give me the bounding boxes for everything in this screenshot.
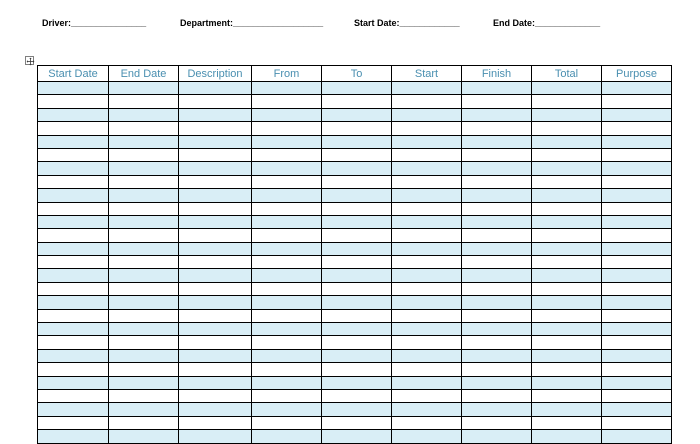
table-row <box>38 95 672 108</box>
table-row <box>38 175 672 188</box>
table-cell[interactable] <box>38 148 109 161</box>
table-cell[interactable] <box>392 363 462 376</box>
table-cell[interactable] <box>179 122 252 135</box>
table-row <box>38 296 672 309</box>
table-cell[interactable] <box>462 296 532 309</box>
table-cell[interactable] <box>109 336 179 349</box>
table-cell[interactable] <box>462 148 532 161</box>
table-cell[interactable] <box>392 389 462 402</box>
table-cell[interactable] <box>109 95 179 108</box>
table-cell[interactable] <box>462 323 532 336</box>
department-field[interactable]: Department:__________________ <box>180 18 324 28</box>
table-cell[interactable] <box>179 363 252 376</box>
column-header-purpose: Purpose <box>602 66 672 82</box>
table-cell[interactable] <box>109 389 179 402</box>
column-header-from: From <box>252 66 322 82</box>
table-cell[interactable] <box>179 296 252 309</box>
table-cell[interactable] <box>602 389 672 402</box>
table-cell[interactable] <box>532 403 602 416</box>
table-cell[interactable] <box>38 323 109 336</box>
table-cell[interactable] <box>322 215 392 228</box>
table-cell[interactable] <box>38 82 109 95</box>
table-cell[interactable] <box>322 376 392 389</box>
table-cell[interactable] <box>179 215 252 228</box>
table-cell[interactable] <box>392 376 462 389</box>
table-cell[interactable] <box>252 162 322 175</box>
table-cell[interactable] <box>322 269 392 282</box>
table-row <box>38 349 672 362</box>
table-cell[interactable] <box>392 336 462 349</box>
table-cell[interactable] <box>602 122 672 135</box>
table-cell[interactable] <box>322 349 392 362</box>
table-cell[interactable] <box>392 242 462 255</box>
table-cell[interactable] <box>392 416 462 429</box>
table-cell[interactable] <box>252 309 322 322</box>
table-row <box>38 82 672 95</box>
table-cell[interactable] <box>322 148 392 161</box>
table-cell[interactable] <box>109 122 179 135</box>
table-row <box>38 403 672 416</box>
column-header-start: Start <box>392 66 462 82</box>
table-cell[interactable] <box>532 296 602 309</box>
table-cell[interactable] <box>392 403 462 416</box>
table-cell[interactable] <box>252 282 322 295</box>
table-row <box>38 363 672 376</box>
table-row <box>38 282 672 295</box>
table-cell[interactable] <box>179 256 252 269</box>
table-row <box>38 148 672 161</box>
table-cell[interactable] <box>179 108 252 121</box>
table-cell[interactable] <box>462 135 532 148</box>
table-cell[interactable] <box>532 323 602 336</box>
table-cell[interactable] <box>602 269 672 282</box>
table-move-handle-icon[interactable] <box>25 56 34 65</box>
table-cell[interactable] <box>252 349 322 362</box>
table-row <box>38 202 672 215</box>
table-cell[interactable] <box>38 215 109 228</box>
table-cell[interactable] <box>109 148 179 161</box>
table-cell[interactable] <box>532 336 602 349</box>
table-cell[interactable] <box>179 135 252 148</box>
table-cell[interactable] <box>602 309 672 322</box>
table-row <box>38 162 672 175</box>
column-header-total: Total <box>532 66 602 82</box>
table-cell[interactable] <box>252 202 322 215</box>
table-cell[interactable] <box>252 175 322 188</box>
table-cell[interactable] <box>532 108 602 121</box>
table-cell[interactable] <box>38 122 109 135</box>
table-cell[interactable] <box>532 82 602 95</box>
table-cell[interactable] <box>532 202 602 215</box>
table-cell[interactable] <box>109 108 179 121</box>
table-cell[interactable] <box>462 336 532 349</box>
table-cell[interactable] <box>252 296 322 309</box>
table-cell[interactable] <box>252 82 322 95</box>
table-cell[interactable] <box>462 256 532 269</box>
table-cell[interactable] <box>602 229 672 242</box>
table-cell[interactable] <box>38 95 109 108</box>
table-cell[interactable] <box>109 202 179 215</box>
table-cell[interactable] <box>322 135 392 148</box>
column-header-finish: Finish <box>462 66 532 82</box>
table-cell[interactable] <box>252 416 322 429</box>
table-cell[interactable] <box>109 189 179 202</box>
table-cell[interactable] <box>532 309 602 322</box>
table-cell[interactable] <box>179 309 252 322</box>
table-cell[interactable] <box>179 323 252 336</box>
table-cell[interactable] <box>322 162 392 175</box>
table-cell[interactable] <box>532 282 602 295</box>
table-cell[interactable] <box>252 269 322 282</box>
table-cell[interactable] <box>532 229 602 242</box>
column-header-start-date: Start Date <box>38 66 109 82</box>
table-cell[interactable] <box>179 229 252 242</box>
table-cell[interactable] <box>109 229 179 242</box>
table-cell[interactable] <box>38 336 109 349</box>
table-cell[interactable] <box>602 135 672 148</box>
table-cell[interactable] <box>252 376 322 389</box>
table-cell[interactable] <box>38 242 109 255</box>
start-date-field[interactable]: Start Date:____________ <box>354 18 460 28</box>
table-cell[interactable] <box>532 389 602 402</box>
table-cell[interactable] <box>532 376 602 389</box>
table-cell[interactable] <box>252 189 322 202</box>
table-cell[interactable] <box>252 122 322 135</box>
table-cell[interactable] <box>38 162 109 175</box>
table-cell[interactable] <box>462 269 532 282</box>
table-cell[interactable] <box>532 416 602 429</box>
mileage-log-table <box>37 65 672 444</box>
table-row <box>38 336 672 349</box>
table-row <box>38 135 672 148</box>
table-cell[interactable] <box>532 349 602 362</box>
table-row <box>38 309 672 322</box>
table-cell[interactable] <box>252 242 322 255</box>
table-cell[interactable] <box>252 229 322 242</box>
table-cell[interactable] <box>602 175 672 188</box>
table-cell[interactable] <box>322 323 392 336</box>
table-cell[interactable] <box>532 135 602 148</box>
table-cell[interactable] <box>532 363 602 376</box>
table-cell[interactable] <box>602 416 672 429</box>
table-row <box>38 416 672 429</box>
table-cell[interactable] <box>322 256 392 269</box>
table-cell[interactable] <box>602 242 672 255</box>
table-cell[interactable] <box>602 215 672 228</box>
table-cell[interactable] <box>462 242 532 255</box>
table-cell[interactable] <box>462 175 532 188</box>
table-cell[interactable] <box>462 108 532 121</box>
table-cell[interactable] <box>322 175 392 188</box>
table-cell[interactable] <box>532 242 602 255</box>
table-cell[interactable] <box>38 256 109 269</box>
table-cell[interactable] <box>392 269 462 282</box>
table-cell[interactable] <box>38 108 109 121</box>
table-cell[interactable] <box>179 175 252 188</box>
table-cell[interactable] <box>109 82 179 95</box>
table-cell[interactable] <box>322 229 392 242</box>
table-cell[interactable] <box>38 389 109 402</box>
table-cell[interactable] <box>392 108 462 121</box>
table-cell[interactable] <box>602 376 672 389</box>
table-cell[interactable] <box>179 376 252 389</box>
table-cell[interactable] <box>392 95 462 108</box>
table-cell[interactable] <box>602 323 672 336</box>
table-cell[interactable] <box>109 309 179 322</box>
end-date-field[interactable]: End Date:_____________ <box>493 18 601 28</box>
table-cell[interactable] <box>462 162 532 175</box>
table-cell[interactable] <box>602 108 672 121</box>
table-cell[interactable] <box>392 135 462 148</box>
driver-field[interactable]: Driver:_______________ <box>42 18 147 28</box>
table-cell[interactable] <box>252 403 322 416</box>
table-cell[interactable] <box>109 242 179 255</box>
table-cell[interactable] <box>392 229 462 242</box>
table-cell[interactable] <box>532 148 602 161</box>
table-header-row <box>38 66 672 82</box>
table-cell[interactable] <box>38 416 109 429</box>
table-cell[interactable] <box>38 202 109 215</box>
table-cell[interactable] <box>322 189 392 202</box>
table-cell[interactable] <box>392 202 462 215</box>
table-cell[interactable] <box>109 269 179 282</box>
table-cell[interactable] <box>462 376 532 389</box>
table-cell[interactable] <box>322 336 392 349</box>
table-row <box>38 242 672 255</box>
table-row <box>38 229 672 242</box>
table-cell[interactable] <box>602 82 672 95</box>
table-cell[interactable] <box>322 416 392 429</box>
table-cell[interactable] <box>109 349 179 362</box>
table-cell[interactable] <box>322 95 392 108</box>
table-cell[interactable] <box>38 309 109 322</box>
table-cell[interactable] <box>462 215 532 228</box>
table-cell[interactable] <box>109 376 179 389</box>
table-cell[interactable] <box>322 403 392 416</box>
table-cell[interactable] <box>602 189 672 202</box>
table-cell[interactable] <box>109 296 179 309</box>
table-cell[interactable] <box>392 162 462 175</box>
table-cell[interactable] <box>322 389 392 402</box>
table-cell[interactable] <box>109 135 179 148</box>
table-cell[interactable] <box>179 162 252 175</box>
table-cell[interactable] <box>462 95 532 108</box>
table-cell[interactable] <box>109 403 179 416</box>
table-cell[interactable] <box>109 215 179 228</box>
table-cell[interactable] <box>109 323 179 336</box>
table-cell[interactable] <box>322 363 392 376</box>
table-cell[interactable] <box>322 282 392 295</box>
table-cell[interactable] <box>602 202 672 215</box>
table-cell[interactable] <box>38 189 109 202</box>
table-cell[interactable] <box>252 323 322 336</box>
table-cell[interactable] <box>602 282 672 295</box>
table-cell[interactable] <box>392 349 462 362</box>
table-cell[interactable] <box>462 122 532 135</box>
table-cell[interactable] <box>322 309 392 322</box>
table-cell[interactable] <box>38 296 109 309</box>
table-cell[interactable] <box>252 108 322 121</box>
table-cell[interactable] <box>602 349 672 362</box>
table-cell[interactable] <box>109 363 179 376</box>
table-cell[interactable] <box>392 122 462 135</box>
table-cell[interactable] <box>462 82 532 95</box>
table-cell[interactable] <box>179 349 252 362</box>
table-row <box>38 389 672 402</box>
table-cell[interactable] <box>179 336 252 349</box>
table-cell[interactable] <box>462 229 532 242</box>
table-cell[interactable] <box>252 148 322 161</box>
table-cell[interactable] <box>392 282 462 295</box>
table-cell[interactable] <box>392 256 462 269</box>
table-cell[interactable] <box>392 148 462 161</box>
table-cell[interactable] <box>532 95 602 108</box>
table-cell[interactable] <box>109 175 179 188</box>
table-cell[interactable] <box>322 122 392 135</box>
table-cell[interactable] <box>179 242 252 255</box>
table-cell[interactable] <box>462 416 532 429</box>
table-cell[interactable] <box>462 349 532 362</box>
table-cell[interactable] <box>392 296 462 309</box>
table-cell[interactable] <box>462 202 532 215</box>
table-cell[interactable] <box>109 282 179 295</box>
table-cell[interactable] <box>38 229 109 242</box>
table-cell[interactable] <box>462 389 532 402</box>
table-cell[interactable] <box>392 323 462 336</box>
table-cell[interactable] <box>38 376 109 389</box>
table-cell[interactable] <box>322 242 392 255</box>
table-body <box>38 82 672 444</box>
table-row <box>38 269 672 282</box>
table-cell[interactable] <box>602 148 672 161</box>
table-cell[interactable] <box>179 403 252 416</box>
table-cell[interactable] <box>252 95 322 108</box>
table-cell[interactable] <box>532 175 602 188</box>
table-cell[interactable] <box>392 189 462 202</box>
table-cell[interactable] <box>602 403 672 416</box>
table-cell[interactable] <box>602 336 672 349</box>
table-cell[interactable] <box>179 416 252 429</box>
table-cell[interactable] <box>462 309 532 322</box>
table-cell[interactable] <box>252 215 322 228</box>
table-row <box>38 256 672 269</box>
table-cell[interactable] <box>179 95 252 108</box>
table-row <box>38 189 672 202</box>
table-row <box>38 376 672 389</box>
table-cell[interactable] <box>179 148 252 161</box>
table-cell[interactable] <box>392 215 462 228</box>
table-cell[interactable] <box>38 349 109 362</box>
column-header-description: Description <box>179 66 252 82</box>
table-cell[interactable] <box>532 189 602 202</box>
table-cell[interactable] <box>322 108 392 121</box>
table-row <box>38 108 672 121</box>
table-cell[interactable] <box>602 95 672 108</box>
table-cell[interactable] <box>38 135 109 148</box>
table-cell[interactable] <box>252 389 322 402</box>
table-cell[interactable] <box>38 363 109 376</box>
table-cell[interactable] <box>38 403 109 416</box>
table-cell[interactable] <box>179 189 252 202</box>
table-cell[interactable] <box>38 269 109 282</box>
column-header-end-date: End Date <box>109 66 179 82</box>
table-cell[interactable] <box>602 296 672 309</box>
table-cell[interactable] <box>532 215 602 228</box>
table-row <box>38 323 672 336</box>
table-cell[interactable] <box>179 269 252 282</box>
table-cell[interactable] <box>252 256 322 269</box>
table-cell[interactable] <box>462 403 532 416</box>
table-cell[interactable] <box>322 296 392 309</box>
column-header-to: To <box>322 66 392 82</box>
table-cell[interactable] <box>179 282 252 295</box>
table-cell[interactable] <box>602 162 672 175</box>
table-cell[interactable] <box>252 135 322 148</box>
table-cell[interactable] <box>532 122 602 135</box>
table-cell[interactable] <box>322 82 392 95</box>
table-cell[interactable] <box>322 202 392 215</box>
table-cell[interactable] <box>179 389 252 402</box>
table-cell[interactable] <box>109 416 179 429</box>
table-cell[interactable] <box>462 282 532 295</box>
table-cell[interactable] <box>38 175 109 188</box>
table-cell[interactable] <box>462 363 532 376</box>
table-cell[interactable] <box>532 269 602 282</box>
table-cell[interactable] <box>462 189 532 202</box>
table-cell[interactable] <box>392 175 462 188</box>
table-cell[interactable] <box>532 256 602 269</box>
table-cell[interactable] <box>252 336 322 349</box>
table-cell[interactable] <box>602 256 672 269</box>
table-cell[interactable] <box>179 82 252 95</box>
table-cell[interactable] <box>179 202 252 215</box>
table-cell[interactable] <box>252 363 322 376</box>
table-cell[interactable] <box>38 282 109 295</box>
table-cell[interactable] <box>392 82 462 95</box>
table-row <box>38 215 672 228</box>
table-cell[interactable] <box>109 162 179 175</box>
table-cell[interactable] <box>602 363 672 376</box>
table-cell[interactable] <box>392 309 462 322</box>
table-cell[interactable] <box>532 162 602 175</box>
table-row <box>38 122 672 135</box>
table-cell[interactable] <box>109 256 179 269</box>
